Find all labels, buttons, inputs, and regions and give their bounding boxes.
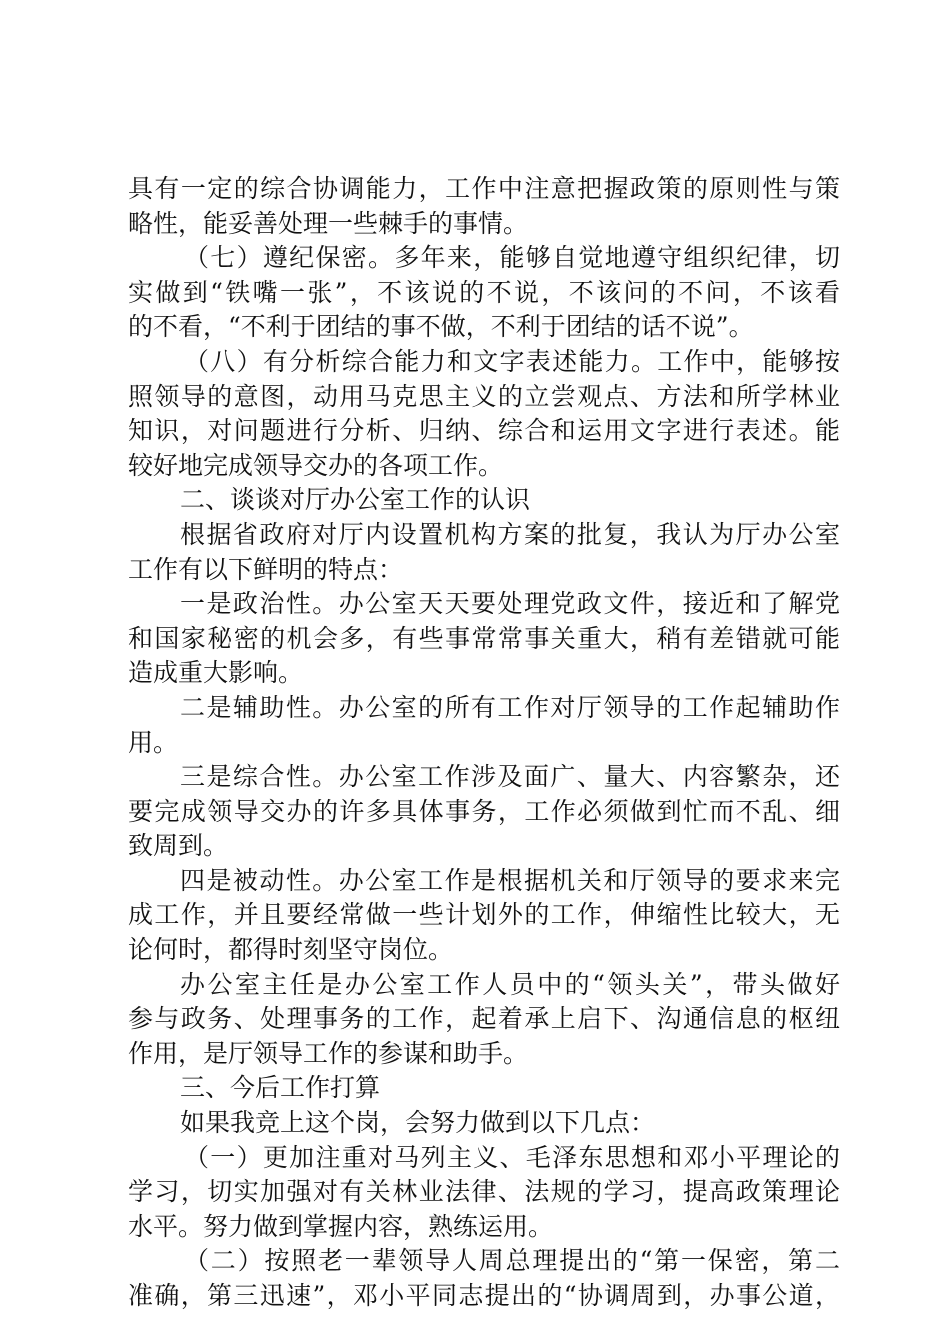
document-line: 三是综合性。办公室工作涉及面广、量大、内容繁杂，还 [180, 762, 840, 792]
document-line: 具有一定的综合协调能力，工作中注意把握政策的原则性与策 [128, 174, 840, 203]
document-line: 如果我竞上这个岗，会努力做到以下几点： [180, 1108, 656, 1138]
document-line: 学习，切实加强对有关林业法律、法规的学习，提高政策理论 [128, 1177, 840, 1207]
document-line: （七）遵纪保密。多年来，能够自觉地遵守组织纪律，切 [184, 243, 840, 273]
document-body [128, 172, 840, 1314]
document-line: 的不看，“不利于团结的事不做，不利于团结的话不说”。 [128, 312, 754, 342]
document-line: 和国家秘密的机会多，有些事常常事关重大，稍有差错就可能 [128, 623, 840, 653]
document-line: 水平。努力做到掌握内容，熟练运用。 [128, 1211, 554, 1241]
document-line: 二是辅助性。办公室的所有工作对厅领导的工作起辅助作 [180, 692, 840, 722]
document-line: 二、谈谈对厅办公室工作的认识 [180, 485, 531, 515]
document-line: 作用，是厅领导工作的参谋和助手。 [128, 1038, 529, 1068]
document-line: 照领导的意图，动用马克思主义的立尝观点、方法和所学林业 [128, 381, 840, 411]
document-line: 根据省政府对厅内设置机构方案的批复，我认为厅办公室 [180, 519, 840, 549]
document-line: 一是政治性。办公室天天要处理党政文件，接近和了解党 [180, 589, 840, 619]
document-line: 工作有以下鲜明的特点： [128, 554, 404, 584]
document-line: （二）按照老一辈领导人周总理提出的“第一保密，第二 [184, 1246, 840, 1276]
document-line: 准确，第三迅速”，邓小平同志提出的“协调周到，办事公道， [128, 1281, 840, 1310]
document-line: 成工作，并且要经常做一些计划外的工作，伸缩性比较大，无 [128, 900, 840, 930]
document-line: 致周到。 [128, 831, 229, 861]
document-line: 论何时，都得时刻坚守岗位。 [128, 935, 454, 965]
document-line: 三、今后工作打算 [180, 1073, 381, 1103]
document-line: 要完成领导交办的许多具体事务，工作必须做到忙而不乱、细 [128, 796, 840, 826]
document-line: 实做到“铁嘴一张”，不该说的不说，不该问的不问，不该看 [128, 277, 840, 307]
document-line: 略性，能妥善处理一些棘手的事情。 [128, 208, 529, 238]
document-line: （一）更加注重对马列主义、毛泽东思想和邓小平理论的 [184, 1142, 840, 1172]
document-line: 四是被动性。办公室工作是根据机关和厅领导的要求来完 [180, 865, 840, 895]
document-line: （八）有分析综合能力和文字表述能力。工作中，能够按 [184, 346, 840, 376]
document-line: 造成重大影响。 [128, 658, 304, 688]
document-line: 知识，对问题进行分析、归纳、综合和运用文字进行表述。能 [128, 416, 840, 446]
document-line: 用。 [128, 727, 179, 757]
document-line: 办公室主任是办公室工作人员中的“领头关”，带头做好 [180, 969, 840, 999]
document-line: 较好地完成领导交办的各项工作。 [128, 450, 504, 480]
document-line: 参与政务、处理事务的工作，起着承上启下、沟通信息的枢纽 [128, 1004, 840, 1034]
